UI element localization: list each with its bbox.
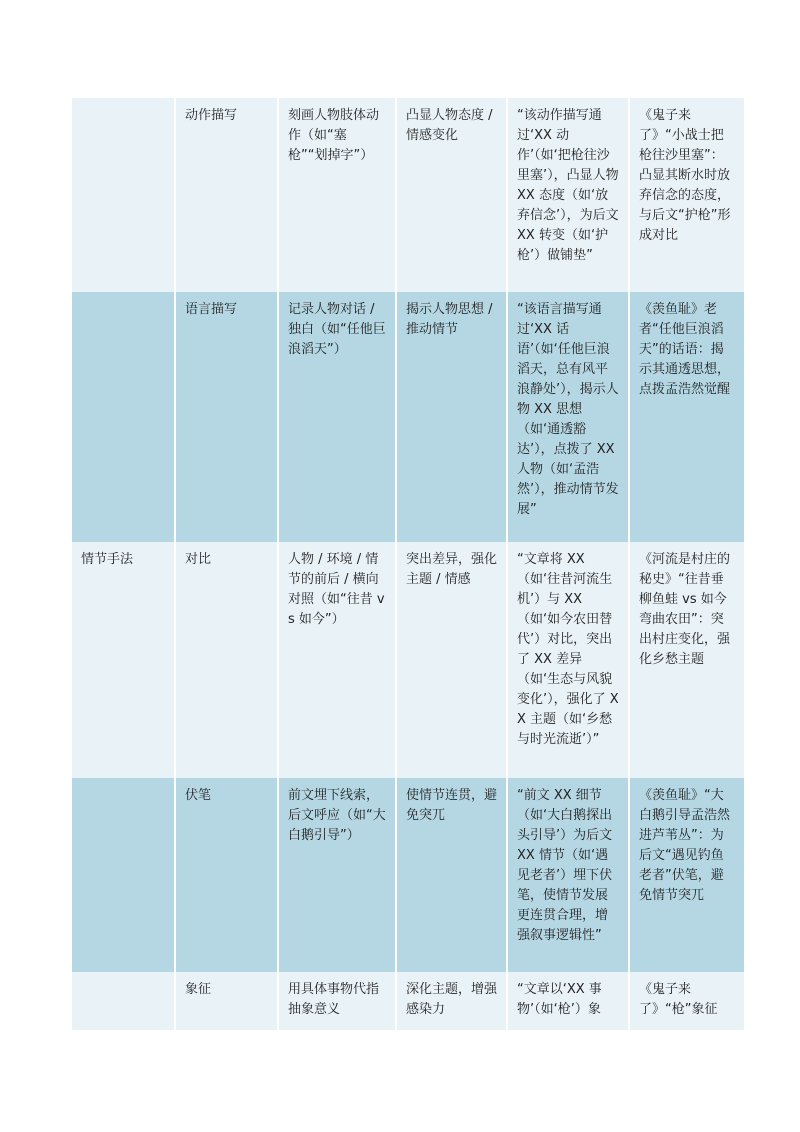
definition-cell: 记录人物对话 / 独白（如“任他巨浪滔天”） xyxy=(278,292,396,542)
definition-cell: 人物 / 环境 / 情节的前后 / 横向对照（如“往昔 vs 如今”） xyxy=(278,542,396,778)
technique-cell: 动作描写 xyxy=(175,98,278,292)
table-row xyxy=(72,542,744,778)
definition-cell: 刻画人物肢体动作（如“塞枪”“划掉字”） xyxy=(278,98,396,292)
example-cell: 《羡鱼耻》“大白鹅引导孟浩然进芦苇丛”：为后文“遇见钓鱼老者”伏笔，避免情节突兀 xyxy=(629,778,744,972)
technique-cell: 象征 xyxy=(175,972,278,1030)
example-cell: 《鬼子来了》“枪”象征 xyxy=(629,972,744,1030)
category-cell xyxy=(72,98,175,292)
category-cell xyxy=(72,292,175,542)
technique-table xyxy=(72,98,744,1030)
technique-cell: 语言描写 xyxy=(175,292,278,542)
technique-cell: 对比 xyxy=(175,542,278,778)
example-cell: 《鬼子来了》“小战士把枪往沙里塞”：凸显其断水时放弃信念的态度，与后文“护枪”形成对比 xyxy=(629,98,744,292)
effect-cell: 突出差异，强化主题 / 情感 xyxy=(396,542,507,778)
effect-cell: 使情节连贯，避免突兀 xyxy=(396,778,507,972)
example-cell: 《河流是村庄的秘史》“往昔垂柳鱼蛙 vs 如今弯曲农田”：突出村庄变化，强化乡愁主题 xyxy=(629,542,744,778)
category-cell xyxy=(72,778,175,972)
definition-cell: 用具体事物代指抽象意义 xyxy=(278,972,396,1030)
answer-template-cell: “该动作描写通过‘XX 动作’（如‘把枪往沙里塞’），凸显人物 XX 态度（如‘放弃信念’），为后文 XX 转变（如‘护枪’）做铺垫” xyxy=(507,98,629,292)
technique-table-page xyxy=(72,98,744,1030)
table-row xyxy=(72,972,744,1030)
effect-cell: 凸显人物态度 / 情感变化 xyxy=(396,98,507,292)
answer-template-cell: “文章以‘XX 事物’（如‘枪’）象 xyxy=(507,972,629,1030)
answer-template-cell: “文章将 XX（如‘往昔河流生机’）与 XX（如‘如今农田替代’）对比，突出了 XX 差异（如‘生态与风貌变化’），强化了 XX 主题（如‘乡愁与时光流逝’）” xyxy=(507,542,629,778)
effect-cell: 揭示人物思想 / 推动情节 xyxy=(396,292,507,542)
example-cell: 《羡鱼耻》老者“任他巨浪滔天”的话语：揭示其通透思想，点拨孟浩然觉醒 xyxy=(629,292,744,542)
category-cell xyxy=(72,972,175,1030)
table-row xyxy=(72,98,744,292)
effect-cell: 深化主题，增强感染力 xyxy=(396,972,507,1030)
answer-template-cell: “前文 XX 细节（如‘大白鹅探出头引导’）为后文 XX 情节（如‘遇见老者’）埋下伏笔，使情节发展更连贯合理，增强叙事逻辑性” xyxy=(507,778,629,972)
table-row xyxy=(72,292,744,542)
answer-template-cell: “该语言描写通过‘XX 话语’（如‘任他巨浪滔天，总有风平浪静处’），揭示人物 XX 思想（如‘通透豁达’），点拨了 XX 人物（如‘孟浩然’），推动情节发展” xyxy=(507,292,629,542)
definition-cell: 前文埋下线索，后文呼应（如“大白鹅引导”） xyxy=(278,778,396,972)
table-row xyxy=(72,778,744,972)
category-cell: 情节手法 xyxy=(72,542,175,778)
technique-cell: 伏笔 xyxy=(175,778,278,972)
